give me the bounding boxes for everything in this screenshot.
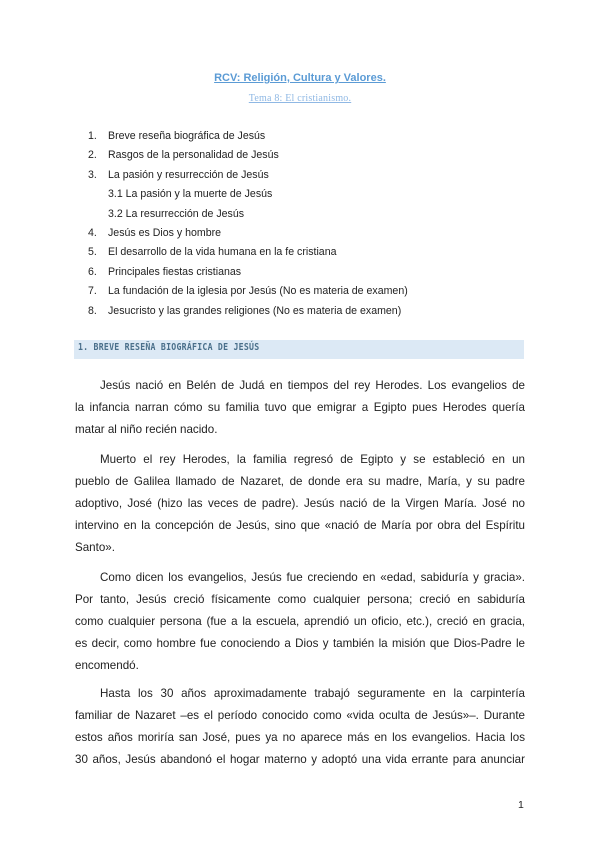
toc-item [88, 166, 408, 185]
toc-subitem [88, 205, 408, 224]
toc-item [88, 127, 408, 146]
paragraph-line: Como dicen los evangelios, Jesús fue creciendo en «edad, sabiduría y gracia». [100, 571, 525, 584]
paragraph-line: familiar de Nazaret –es el período conocido como «vida oculta de Jesús»–. Durante [75, 709, 525, 722]
toc-subitem-label: 3.2 La resurrección de Jesús [108, 207, 245, 220]
body-paragraph [75, 449, 525, 559]
toc-item-label: Jesús es Dios y hombre [108, 226, 222, 239]
toc-item-number: 4. [88, 226, 97, 239]
paragraph-line: estos años moriría san José, pues ya no aparece más en los evangelios. Hacia los [75, 731, 525, 744]
toc-item [88, 146, 408, 165]
toc-item [88, 224, 408, 243]
paragraph-line: es decir, como hombre fue conociendo a Dios y también la misión que Dios-Padre le [75, 637, 525, 650]
body-paragraph [75, 375, 525, 441]
paragraph-line: Jesús nació en Belén de Judá en tiempos del rey Herodes. Los evangelios de [100, 379, 525, 392]
toc-item-label: La fundación de la iglesia por Jesús (No es materia de examen) [108, 285, 408, 298]
toc-item-label: Principales fiestas cristianas [108, 265, 242, 278]
toc-item-number: 8. [88, 304, 97, 317]
toc-item [88, 243, 408, 262]
toc-item-number: 3. [88, 168, 97, 181]
toc-item-number: 5. [88, 246, 97, 259]
paragraph-line: intervino en la concepción de Jesús, sino que «nació de María por obra del Espíritu [75, 519, 525, 532]
toc-item-label: Rasgos de la personalidad de Jesús [108, 149, 279, 162]
toc-item [88, 302, 408, 321]
paragraph-line: adoptivo, José (hizo las veces de padre). Jesús nació de la Virgen María. José no [75, 497, 525, 510]
paragraph-line: Santo». [75, 541, 115, 554]
table-of-contents [88, 127, 408, 321]
section-heading: 1. BREVE RESEÑA BIOGRÁFICA DE JESÚS [78, 342, 260, 353]
toc-item-label: Jesucristo y las grandes religiones (No es materia de examen) [108, 304, 402, 317]
toc-item-number: 7. [88, 285, 97, 298]
toc-item-label: La pasión y resurrección de Jesús [108, 168, 269, 181]
toc-item-label: Breve reseña biográfica de Jesús [108, 130, 266, 142]
paragraph-line: 30 años, Jesús abandonó el hogar materno y adoptó una vida errante para anunciar [75, 753, 525, 766]
paragraph-line: matar al niño recién nacido. [75, 423, 218, 436]
toc-item-label: El desarrollo de la vida humana en la fe cristiana [108, 246, 337, 259]
section-heading-bar [74, 340, 524, 359]
body-paragraph [75, 683, 525, 771]
page-number: 1 [518, 799, 524, 811]
document-title: RCV: Religión, Cultura y Valores. [214, 72, 386, 84]
body-paragraph [75, 567, 525, 677]
paragraph-line: Muerto el rey Herodes, la familia regresó de Egipto y se estableció en un [100, 453, 525, 466]
paragraph-line: pueblo de Galilea llamado de Nazaret, de donde era su madre, María, y su padre [75, 475, 525, 488]
toc-subitem-label: 3.1 La pasión y la muerte de Jesús [108, 188, 273, 201]
toc-subitem [88, 185, 408, 204]
document-subtitle: Tema 8: El cristianismo. [248, 93, 352, 104]
paragraph-line: Por tanto, Jesús creció físicamente como cualquier persona; creció en sabiduría [75, 593, 525, 606]
paragraph-line: como cualquier persona (fue a la escuela, aprendió un oficio, etc.), creció en gracia, [75, 615, 525, 628]
toc-item-number: 1. [88, 130, 97, 142]
toc-item [88, 282, 408, 301]
toc-item [88, 263, 408, 282]
paragraph-line: Hasta los 30 años aproximadamente trabajó seguramente en la carpintería [100, 687, 525, 700]
paragraph-line: la infancia narran cómo su familia tuvo que emigrar a Egipto pues Herodes quería [75, 401, 525, 414]
toc-item-number: 6. [88, 265, 97, 278]
paragraph-line: encomendó. [75, 659, 139, 672]
toc-item-number: 2. [88, 149, 97, 162]
